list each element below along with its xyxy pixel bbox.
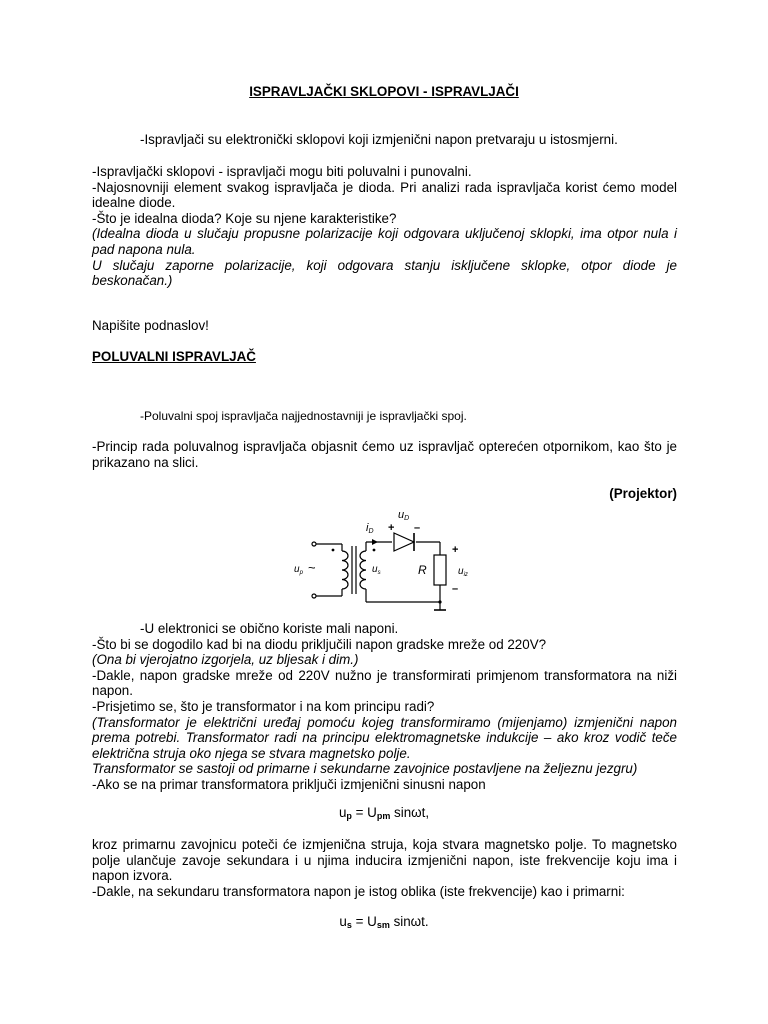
halfwave-intro: -Poluvalni spoj ispravljača najjednostavniji je ispravljački spoj. xyxy=(140,409,467,423)
svg-text:–: – xyxy=(452,583,459,595)
svg-text:+: + xyxy=(388,522,395,534)
svg-text:uiz: $u_{iz}$ xyxy=(458,566,468,578)
svg-text:iD: iD xyxy=(366,522,374,535)
primary-voltage-formula: $u_p = U_{pm}$ sinωt, xyxy=(338,805,430,821)
svg-text:R: R xyxy=(418,563,427,577)
svg-text:us: $u_s$ xyxy=(372,564,381,576)
text-line: -Najosnovniji element svakog ispravljača je dioda. Pri analizi rada ispravljača korist ćemo model idealne diode. xyxy=(92,179,677,211)
svg-text:~: ~ xyxy=(308,560,316,575)
text-line: -Dakle, na sekundaru transformatora napon je istog oblika (iste frekvencije) kao i primarni: xyxy=(92,883,625,899)
text-line: -Ispravljački sklopovi - ispravljači mogu biti poluvalni i punovalni. xyxy=(92,164,472,179)
text-line: -Dakle, napon gradske mreže od 220V nužno je transformirati primjenom transformatora na niži napon. xyxy=(92,667,677,699)
svg-text:uD: uD xyxy=(398,509,410,522)
projector-note: (Projektor) xyxy=(609,486,677,501)
svg-text:–: – xyxy=(414,522,421,534)
text-line: (Idealna dioda u slučaju propusne polarizacije koji odgovara uključenoj sklopki, ima otpor nula i pad napona nula. xyxy=(92,226,677,257)
text-line: -Što bi se dogodilo kad bi na diodu priključili napon gradske mreže od 220V? xyxy=(92,636,547,652)
principle-paragraph: -Princip rada poluvalnog ispravljača objasnit ćemo uz ispravljač opterećen otpornikom, kao što je prikazano na slici. xyxy=(92,439,677,470)
half-wave-rectifier-diagram xyxy=(288,500,480,618)
svg-text:+: + xyxy=(452,544,459,556)
intro-paragraph: -Ispravljači su elektronički sklopovi koji izmjenični napon pretvaraju u istosmjerni. xyxy=(140,132,618,147)
text-line: -Ako se na primar transformatora priključi izmjenični sinusni napon xyxy=(92,776,486,792)
secondary-voltage-formula: $u_s = U_{sm}$ sinωt. xyxy=(339,914,429,930)
document-title: ISPRAVLJAČKI SKLOPOVI - ISPRAVLJAČI xyxy=(249,84,519,99)
text-line: (Ona bi vjerojatno izgorjela, uz bljesak i dim.) xyxy=(92,652,359,668)
transformer-section xyxy=(92,621,677,793)
subtitle-prompt: Napišite podnaslov! xyxy=(92,318,209,333)
svg-text:up: $u_p$ xyxy=(294,564,303,576)
induction-paragraph xyxy=(92,837,677,899)
text-line: (Transformator je električni uređaj pomoću kojeg transformiramo (mijenjamo) izmjenični napon prema potrebi. Transformator radi na principu elektromagnetske indukcije – ako kroz vodič teče električna struja oko njega se stvara magnetsko polje. xyxy=(92,714,677,761)
text-line: Transformator se sastoji od primarne i sekundarne zavojnice postavljene na željeznu jezgru) xyxy=(92,761,638,777)
text-line: -Prisjetimo se, što je transformator i na kom principu radi? xyxy=(92,698,435,714)
text-line: U slučaju zaporne polarizacije, koji odgovara stanju isključene sklopke, otpor diode je beskonačan.) xyxy=(92,257,677,289)
section-title: POLUVALNI ISPRAVLJAČ xyxy=(92,349,256,364)
diode-symbol xyxy=(394,533,414,551)
text-line: kroz primarnu zavojnicu poteči će izmjenična struja, koja stvara magnetsko polje. To magnetsko polje ulančuje zavoje sekundara i u njima inducira izmjenični napon, iste frekvencije koju ima i napon izvora. xyxy=(92,837,677,884)
text-line: -U elektronici se obično koriste mali naponi. xyxy=(140,621,399,636)
text-line: -Što je idealna dioda? Koje su njene karakteristike? xyxy=(92,210,397,226)
rectifier-types-paragraph xyxy=(92,164,677,289)
